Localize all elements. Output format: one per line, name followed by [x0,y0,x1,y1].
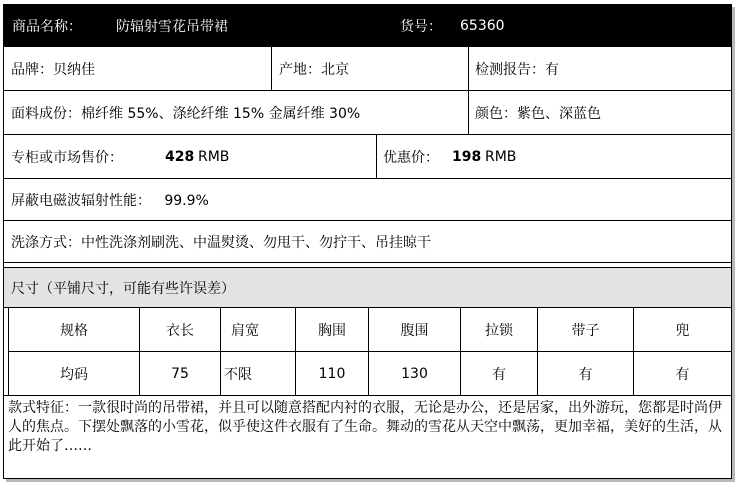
shielding-text: 屏蔽电磁波辐射性能： 99.9% [11,192,209,209]
divider [468,47,469,90]
spec-header-cell: 衣长 [140,308,221,352]
size-title-row [4,267,731,308]
spec-value-cell: 75 [140,352,221,396]
item-code-value: 65360 [460,17,505,34]
spec-value-cell: 130 [369,352,461,396]
divider [4,395,731,396]
spec-value-cell: 均码 [9,352,140,396]
size-title: 尺寸（平铺尺寸，可能有些许误差） [11,280,235,297]
product-info-sheet [3,4,732,479]
style-description: 款式特征：一款很时尚的吊带裙，并且可以随意搭配内衬的衣服，无论是办公，还是居家，出外游玩，您都是时尚伊人的焦点。下摆处飘落的小雪花，似乎使这件衣服有了生命。舞动的雪花从天空中飘荡，更加幸福，美好的生活，从此开始了…… [8,400,722,454]
divider [468,91,469,134]
spec-header-cell: 带子 [538,308,634,352]
spec-value-cell: 110 [296,352,369,396]
spec-header-cell: 规格 [9,308,140,352]
item-code-label: 货号： [400,18,442,35]
color-text: 颜色：紫色、深蓝色 [475,105,601,122]
report-text: 检测报告：有 [475,61,559,78]
spec-header-cell: 拉锁 [461,308,538,352]
washing-row [4,221,731,263]
brand-row [4,47,731,91]
spec-value-cell: 有 [538,352,634,396]
spec-value-cell: 有 [634,352,732,396]
spec-header-cell: 腹围 [369,308,461,352]
price-unit: RMB [198,148,230,165]
fabric-row [4,91,731,135]
product-name-value: 防辐射雪花吊带裙 [116,18,228,35]
spec-header-cell: 胸围 [296,308,369,352]
washing-text: 洗涤方式：中性洗涤剂刷洗、中温熨烫、勿甩干、勿拧干、吊挂晾干 [11,234,431,251]
spec-value-row [9,352,732,396]
product-name-label: 商品名称： [12,18,82,35]
fabric-text: 面料成份：棉纤维 55%、涤纶纤维 15% 金属纤维 30% [11,105,361,122]
shielding-row [4,179,731,221]
sale-price-label: 优惠价： [383,149,439,166]
header-row [4,5,731,47]
sale-price-unit: RMB [485,148,517,165]
spec-value-cell: 不限 [221,352,296,396]
spec-header-cell: 肩宽 [221,308,296,352]
spec-header-row [9,308,732,352]
spec-table [8,307,732,396]
divider [271,47,272,90]
sale-price-value: 198 [452,148,482,165]
spec-value-cell: 有 [461,352,538,396]
divider [376,135,377,178]
spec-header-cell: 兜 [634,308,732,352]
origin-text: 产地：北京 [279,61,349,78]
brand-text: 品牌：贝纳佳 [11,61,95,78]
size-spec-table [4,307,731,395]
price-row [4,135,731,179]
price-label: 专柜或市场售价： [11,149,123,166]
price-value: 428 [165,148,195,165]
